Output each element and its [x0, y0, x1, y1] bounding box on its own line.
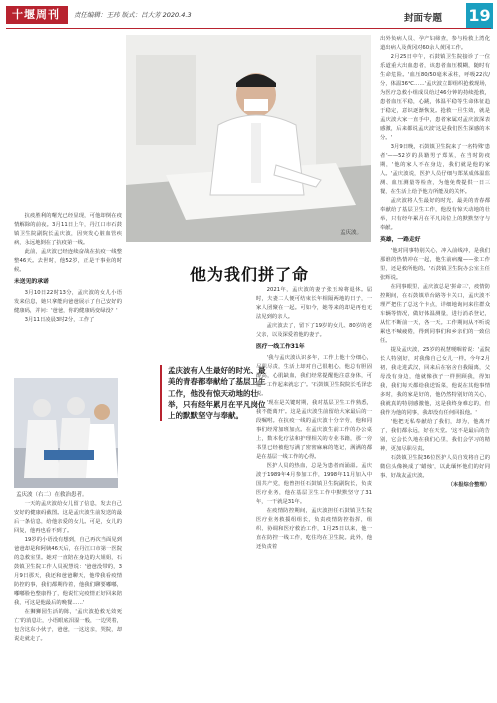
editor-credits: 责任编辑：王玮 版式：吕大芳 2020.4.3 — [74, 11, 192, 19]
paragraph: 抗疫胜利的曙光已经显现，可他却倒在疫情解除的前夜。3月11日上午，丹江口市石鼓镇卫生院副院长孟庆波，因突发心脏血管疾病，永远地倒在了抗疫第一线。 — [14, 213, 122, 246]
column-3 — [256, 286, 372, 700]
paragraph: 在狮狮园生活的陈，'孟庆波抢救无效死亡'的消息让，小语眼底泪湿一般，一边哭着，包含这东小伙子，爸爸，一这这亲，哭院，却说走就走了。 — [14, 609, 122, 642]
paragraph: '他把无私奉献给了我们，却为，他离开了，我们都永远，好在天堂。'这不是最后的告别，它会长久地在我们心里，我们会学习的精神，更加尽职尽责。 — [380, 419, 490, 452]
paragraph: 2月25日中午，石鼓镇卫生院接诊了一位乐道重大出血患者，该患者血压模糊，随时有生命危险。'血压80/50毫米汞柱，呼吸22次/分，体温36℃……'孟庆波立即组织抢救现场，为医疗急救小组成员给过46分钟的持续抢救，患者血压平稳，心跳，体温平稳等生命体征趋于稳定，意识逐渐恢复。抢救一旦生效，就是孟庆波大家一直手中，患者家属对孟庆波深表感激，后来都说孟庆波'这是我们医生深感的本分。' — [380, 54, 490, 141]
masthead-logo-text: 十堰周刊 — [12, 8, 60, 21]
paragraph: 3月9日晚，石鼓镇卫生院来了一名特殊'患者'——52岁的县籍男子郑某，在当时防疫期，'他的家人不在身边，我们就是他的家人。'孟庆波说，医护人员仔细与郑某成体温监测、血压测量等检查，为他免费提供一日三餐，在生活上给予他力所能及的关怀。 — [380, 144, 490, 195]
paragraph: 3月11日凌晨3时2分，工作了 — [24, 317, 95, 323]
paragraph: 医护人员的热血，总是为患者而涌溢。孟庆波于1989年4月参加工作，1998年11月加入中国共产党，他曾担任石鼓镇卫生院副院长，负责医疗业务，他在基层卫生工作中默默坚守了31年，一干就是31年。 — [256, 463, 372, 505]
column-4 — [380, 35, 490, 700]
subheading: 医疗一线工作31年 — [256, 344, 305, 350]
paragraph: 此前，孟庆波已经连续奋战在抗疫一线整整46天。去世时，他52岁，正是干事业的时候。 — [14, 249, 122, 273]
paragraph: 19岁的小语没有想到，自己再次当面见到爸爸却是和阿姨46天后，在丹江口市第一医院的急救室里。她对一直陪在身边的大姐姐，石鼓镇卫生院工作人员祝慧说：'爸爸没带的，3月9日那天，我还和爸爸聊天，他带我看疫情防控的事，我们都期待着，他我们聊要嘟嘟，嘟嘟脸色整康得了，他说忙完疫情正好回来陪我，可这是他最后的晚餐……' — [14, 537, 122, 606]
doctor-at-desk-illustration — [126, 35, 371, 242]
article-signoff: （本报综合整理） — [447, 482, 490, 488]
main-photo-caption: 孟庆波。 — [340, 230, 363, 236]
column-1-upper — [14, 212, 122, 376]
paragraph: 一天的孟庆波给女儿留了信息，发去自己安好的健康码截图。这是孟庆波生前发送的最后一条信息，给他亲爱的女儿。可是，女儿的回复，他再也看不到了。 — [14, 501, 122, 534]
paragraph: 孟庆波去了，留下了19岁的女儿、80岁的老父亲，以及深爱着他的妻子。 — [256, 323, 372, 338]
paragraph: '我与孟庆波认识多年，工作上他十分细心，尽职尽责，生活上却对自己很粗心，他总有胆固醇高，心肌缺血，我们经常提醒他注意身体，可他一工作起来就忘了'。'石鼓镇卫生院院长毛泽忠说。 — [256, 355, 372, 397]
pull-quote: 孟庆波有人生最好的时光、最美的青春都奉献给了基层卫生工作，他没有惊天动地的壮举，只有经年累月在平凡岗位上的默默坚守与奉献。 — [160, 365, 266, 421]
paragraph: 提及孟庆波，25岁的祝慧哽咽着说：'孟院长人特别好，对我像自己女儿一样。今年2月初，我走进武汉，回来后在宿舍自我隔离，父母没有身边，他就像孩子一样照顾我，得知我，我们每天都给我送饭菜，他说在其他事情多时，我的家是好的，他仍然特别好的关心，我就真的特别感激他，这是我终身难忘的，但我作为他的同事，我却没有任何回报他。' — [380, 347, 490, 416]
paragraph: '他对同事特别关心，冲入前线冲，是我们那谁的热情冲在一起，他生前病魔——张工作里，还是救所他的。'石鼓镇卫生院办公室主任张辉说。 — [380, 248, 490, 281]
paragraph: 2021年，孟庆波的妻子张玉琼将退休。届时，夫妻二人便可结束长年相隔两地的日子，一家人团聚在一起。可如今，她等来的却是再也无法见到的亲人。 — [256, 287, 372, 320]
column-1-lower — [14, 500, 122, 696]
subheading: 英雄，一路走好 — [380, 237, 421, 243]
article-headline: 他为我们拼了命 — [190, 265, 310, 284]
paragraph: 在同事眼里，孟庆波总是'拼命三'，疫情防控期间，在石鼓镇草台路等卡关口，孟庆波不理严把住了总这个卡点，详细地询问来往群众车辆等情况，做好体温测量，进行消杀登记，从忙不断前一天，各一天。工作期间从不听说累也不喊疲倦，得到同事们和乡亲们的一致信任。 — [380, 284, 490, 344]
header-divider — [6, 28, 491, 29]
main-photo — [126, 35, 371, 242]
medical-staff-illustration — [14, 378, 118, 488]
paragraph: 3月10日22时13分，孟庆波的女儿小语发来信息，她只拿能向爸爸展示了自己安好的健康码，并问：'爸爸，你的健康码变绿没？' — [14, 290, 122, 314]
paragraph: 孟庆波将人生最好的时光、最美的青春都奉献给了基层卫生工作，他没有惊天动地的壮举，只有经年累月在平凡岗位上的默默坚守与奉献。 — [380, 198, 490, 231]
paragraph: 在疫情防控期间，孟庆波担任石鼓镇卫生院医疗业务救援组组长，负责疫情防控指挥，组织、协调和医疗救治工作，1月25日以来，他一直在防控一线工作，吃住均在卫生院。此外，他还负责着 — [256, 508, 372, 550]
paragraph: 石鼓镇卫生院36位医护人员自发将自己的微信头像换成了'蜡烛'，以此缅怀他们的好同事、好战友孟庆波。 — [380, 455, 490, 479]
paragraph: 出外负病人员、孕产妇筛查，参与检救上湾化道出病人及黄冈对60余人黄冈工作。 — [380, 36, 490, 51]
rescue-photo — [14, 378, 118, 488]
paragraph: '现在是关键时期，我对基层卫生工作熟悉，我不能离开'。这是孟庆波生前留给大家最后的一段嘱咐。在抗疫一线的孟庆波十分辛劳，他和同事们经常加班加点。在孟庆波生前工作的办公桌上，数本化疗法和护理相关的专业书籍，那一旁书里已经被他写满了密密麻麻的笔记，满满的都是在基层一线工作的心得。 — [256, 400, 372, 460]
rescue-photo-caption: 孟庆波（右二）在救治患者。 — [16, 492, 88, 498]
subheading: 未送见的承诺 — [14, 279, 49, 285]
masthead-logo — [6, 6, 68, 24]
section-title: 封面专题 — [404, 13, 443, 24]
page-number: 19 — [466, 3, 493, 29]
